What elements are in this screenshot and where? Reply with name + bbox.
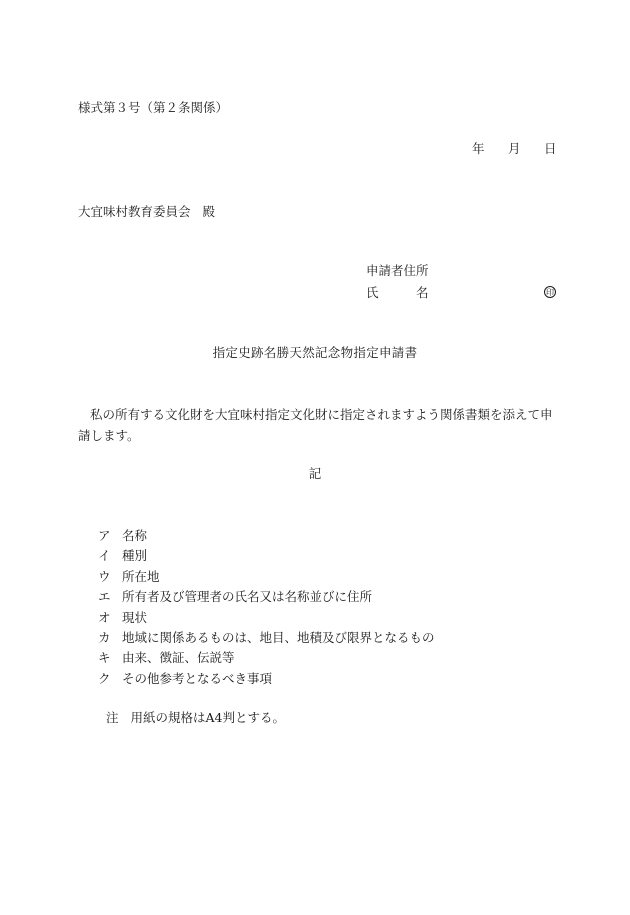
item-text: 地域に関係あるものは、地目、地積及び限界となるもの <box>122 629 435 645</box>
item-text: 現状 <box>122 609 148 625</box>
body-paragraph: 私の所有する文化財を大宜味村指定文化財に指定されますよう関係書類を添えて申請します。 <box>78 407 553 443</box>
list-item <box>98 669 435 689</box>
item-mark: ク <box>98 670 111 686</box>
ki-heading: 記 <box>308 466 322 481</box>
document-title: 指定史跡名勝天然記念物指定申請書 <box>212 345 418 360</box>
form-number: 様式第３号（第２条関係） <box>78 100 229 115</box>
item-mark: エ <box>98 589 111 605</box>
item-mark: オ <box>98 609 111 625</box>
item-text: 名称 <box>122 528 148 543</box>
item-mark: ウ <box>98 568 111 584</box>
date-year-label: 年 <box>472 141 485 156</box>
item-mark: イ <box>98 548 111 564</box>
item-mark: カ <box>98 629 111 645</box>
recipient-name: 大宜味村教育委員会 <box>78 204 191 219</box>
list-item <box>98 567 435 587</box>
list-item <box>98 628 435 648</box>
list-item <box>98 608 435 628</box>
item-text: その他参考となるべき事項 <box>122 670 273 686</box>
item-text: 所有者及び管理者の氏名又は名称並びに住所 <box>122 589 373 605</box>
item-mark: キ <box>98 650 111 666</box>
applicant-name-char-2: 名 <box>416 285 429 300</box>
item-list <box>98 526 435 689</box>
date-day-label: 日 <box>544 141 557 156</box>
seal-icon: 印 <box>546 288 554 297</box>
applicant-address-label: 申請者住所 <box>366 263 429 278</box>
list-item <box>98 546 435 566</box>
item-mark: ア <box>98 528 111 543</box>
list-item <box>98 526 435 546</box>
date-month-label: 月 <box>508 141 521 156</box>
note <box>106 710 285 726</box>
list-item <box>98 587 435 607</box>
item-text: 種別 <box>122 548 148 564</box>
list-item <box>98 648 435 668</box>
recipient <box>78 204 215 220</box>
applicant-name-char-1: 氏 <box>366 285 379 300</box>
item-text: 所在地 <box>122 568 160 584</box>
note-text: 用紙の規格はA4判とする。 <box>130 710 285 725</box>
note-label: 注 <box>106 710 119 725</box>
recipient-honorific: 殿 <box>202 204 216 219</box>
item-text: 由来、徴証、伝説等 <box>122 650 235 666</box>
